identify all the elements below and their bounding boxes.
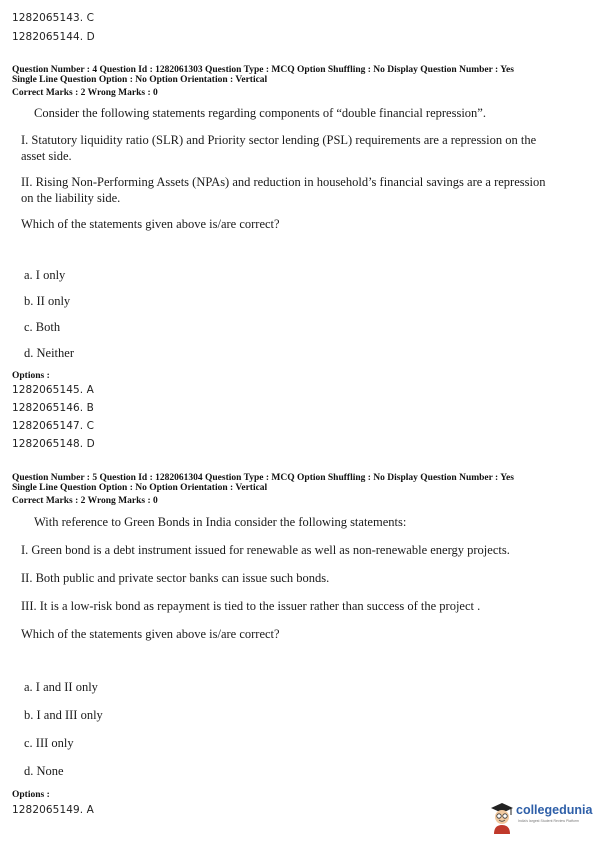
option-code: 1282065143. C (12, 12, 95, 24)
collegedunia-logo (488, 800, 593, 836)
logo-wordmark: collegedunia (516, 803, 593, 817)
answer-choice: c. III only (24, 736, 74, 750)
question-stem: Consider the following statements regarding components of “double financial repression”. (34, 106, 486, 120)
answer-choice: d. None (24, 764, 64, 778)
statement-text: asset side. (21, 149, 72, 163)
answer-choice: a. I only (24, 268, 66, 282)
statement-text: I. Green bond is a debt instrument issued for renewable as well as non-renewable energy projects. (21, 543, 510, 557)
statement-text: II. Both public and private sector banks can issue such bonds. (21, 571, 330, 585)
logo-tagline: India's largest Student Review Platform (518, 819, 579, 823)
question-prompt: Which of the statements given above is/are correct? (21, 627, 280, 641)
question-meta: Question Number : 5 Question Id : 1282061304 Question Type : MCQ Option Shuffling : No Display Question Number : Yes (12, 473, 514, 483)
question-marks: Correct Marks : 2 Wrong Marks : 0 (12, 496, 158, 506)
options-label: Options : (12, 371, 50, 381)
question-stem: With reference to Green Bonds in India consider the following statements: (34, 515, 407, 529)
option-code: 1282065147. C (12, 420, 95, 432)
answer-choice: a. I and II only (24, 680, 98, 694)
option-code: 1282065145. A (12, 384, 94, 396)
option-code: 1282065148. D (12, 438, 95, 450)
answer-choice: b. II only (24, 294, 71, 308)
question-meta: Question Number : 4 Question Id : 1282061303 Question Type : MCQ Option Shuffling : No Display Question Number : Yes (12, 65, 514, 75)
answer-choice: b. I and III only (24, 708, 103, 722)
options-label: Options : (12, 790, 50, 800)
option-code: 1282065149. A (12, 804, 94, 816)
option-code: 1282065146. B (12, 402, 94, 414)
option-code: 1282065144. D (12, 31, 95, 43)
answer-choice: d. Neither (24, 346, 74, 360)
statement-text: III. It is a low-risk bond as repayment is tied to the issuer rather than success of the project . (21, 599, 481, 613)
answer-choice: c. Both (24, 320, 61, 334)
question-marks: Correct Marks : 2 Wrong Marks : 0 (12, 88, 158, 98)
question-meta: Single Line Question Option : No Option Orientation : Vertical (12, 483, 268, 493)
student-mascot-icon (488, 800, 516, 834)
statement-text: I. Statutory liquidity ratio (SLR) and Priority sector lending (PSL) requirements are a repression on the (21, 133, 537, 147)
statement-text: II. Rising Non-Performing Assets (NPAs) and reduction in household’s financial savings are a repression (21, 175, 546, 189)
statement-text: on the liability side. (21, 191, 121, 205)
question-meta: Single Line Question Option : No Option Orientation : Vertical (12, 75, 268, 85)
question-prompt: Which of the statements given above is/are correct? (21, 217, 280, 231)
